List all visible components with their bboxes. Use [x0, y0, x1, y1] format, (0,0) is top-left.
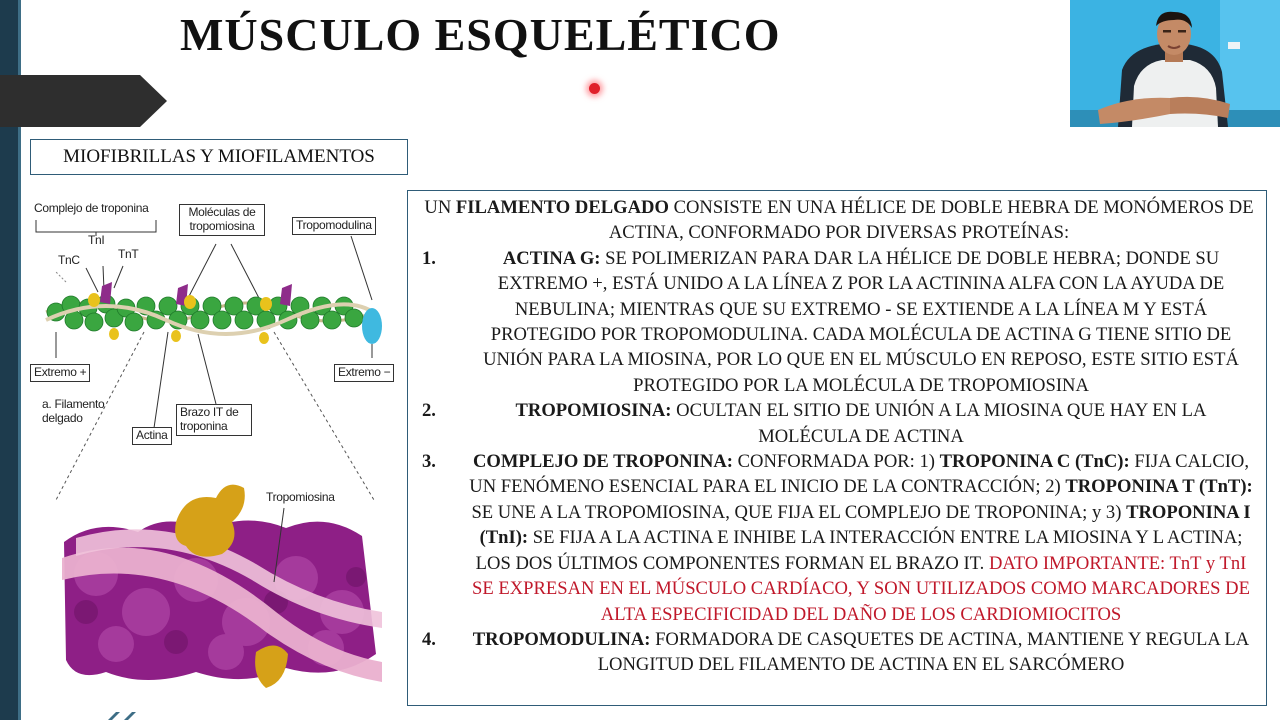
laser-pointer [589, 83, 600, 94]
caption-filamento-delgado: a. Filamento delgado [42, 397, 105, 425]
label-brazo-it: Brazo IT de troponina [176, 404, 252, 436]
list-item-actina [422, 246, 1256, 398]
intro-text-2: CONSISTE EN UNA HÉLICE DE DOBLE HEBRA DE MONÓMEROS DE ACTINA, CONFORMADO POR DIVERSAS PROTEÍNAS: [608, 197, 1254, 244]
intro-bold: FILAMENTO DELGADO [455, 197, 669, 218]
item-text: CONFORMADA POR: 1) [732, 451, 940, 473]
label-tnt: TnT [118, 247, 139, 261]
label-complejo-troponina: Complejo de troponina [34, 201, 149, 215]
actin-helix [46, 282, 382, 344]
thin-filament-illustration [26, 182, 398, 704]
webcam-overlay [1070, 0, 1280, 127]
label-moleculas-tropomiosina: Moléculas de tropomiosina [179, 204, 265, 236]
item-text: OCULTAN EL SITIO DE UNIÓN A LA MIOSINA QUE HAY EN LA MOLÉCULA DE ACTINA [671, 400, 1207, 447]
troponina-i-heading: TROPONINA I (TnI): [479, 501, 1251, 549]
troponina-t-heading: TROPONINA T (TnT): [1065, 476, 1253, 498]
troponina-c-heading: TROPONINA C (TnC): [939, 451, 1130, 473]
item-body [466, 246, 1256, 398]
item-text: FIJA CALCIO, UN FENÓMENO ESENCIAL PARA EL INICIO DE LA CONTRACCIÓN; 2) [469, 451, 1250, 498]
item-number: 4. [422, 628, 436, 650]
label-actina: Actina [132, 427, 172, 445]
important-note: DATO IMPORTANTE: TnT y TnI SE EXPRESAN EN EL MÚSCULO CARDÍACO, Y SON UTILIZADOS COMO MARCADORES DE ALTA ESPECIFICIDAD DEL DAÑO DE LOS CARDIOMIOCITOS [472, 552, 1250, 625]
item-body [466, 398, 1256, 449]
intro-paragraph [422, 195, 1256, 246]
label-tropomodulina: Tropomodulina [292, 217, 376, 235]
item-text: SE UNE A LA TROPOMIOSINA, QUE FIJA EL COMPLEJO DE TROPONINA; y 3) [471, 501, 1127, 523]
subtitle-box: MIOFIBRILLAS Y MIOFILAMENTOS [30, 139, 408, 175]
slide-title: MÚSCULO ESQUELÉTICO [180, 9, 781, 60]
presenter-video [1070, 0, 1280, 127]
item-body [466, 449, 1256, 627]
item-number: 1. [422, 247, 436, 269]
list-item-complejo-troponina [422, 449, 1256, 627]
arrow-tab-decoration [0, 75, 167, 127]
item-body [466, 627, 1256, 678]
item-text: FORMADORA DE CASQUETES DE ACTINA, MANTIENE Y REGULA LA LONGITUD DEL FILAMENTO DE ACTINA EN EL SARCÓMERO [597, 628, 1250, 676]
item-heading: ACTINA G: [502, 247, 601, 269]
item-heading: TROPOMIOSINA: [515, 400, 672, 422]
label-extremo-menos: Extremo − [334, 364, 394, 382]
label-tropomiosina: Tropomiosina [266, 490, 335, 504]
item-text: SE FIJA A LA ACTINA E INHIBE LA INTERACCIÓN ENTRE LA MIOSINA Y L ACTINA; LOS DOS ÚLTIMOS COMPONENTES FORMAN EL BRAZO IT. [475, 527, 1243, 574]
thin-filament-figure [26, 182, 398, 704]
item-text: SE POLIMERIZAN PARA DAR LA HÉLICE DE DOBLE HEBRA; DONDE SU EXTREMO +, ESTÁ UNIDO A LA LÍNEA Z POR LA ACTININA ALFA CON LA AYUDA DE NEBULINA; MIENTRAS QUE SU EXTREMO - SE EXTIENDE A LA LÍNEA M Y ESTÁ PROTEGIDO POR TROPOMODULINA. CADA MOLÉCULA DE ACTINA G TIENE SITIO DE UNIÓN PARA LA MIOSINA, POR LO QUE EN EL MÚSCULO EN REPOSO, ESTE SITIO ESTÁ PROTEGIDO POR LA MOLÉCULA DE TROPOMIOSINA [483, 247, 1239, 396]
label-tni: TnI [88, 233, 105, 247]
enlarged-actin-view [62, 485, 382, 688]
item-number: 2. [422, 400, 436, 422]
intro-text-1: UN [424, 197, 456, 218]
list-item-tropomodulina [422, 627, 1256, 678]
bottom-decoration [100, 706, 160, 720]
label-extremo-mas: Extremo + [30, 364, 90, 382]
label-tnc: TnC [58, 253, 80, 267]
item-number: 3. [422, 451, 436, 473]
list-item-tropomiosina [422, 398, 1256, 449]
item-heading: COMPLEJO DE TROPONINA: [472, 451, 733, 473]
description-panel [407, 190, 1267, 706]
item-heading: TROPOMODULINA: [472, 628, 651, 650]
